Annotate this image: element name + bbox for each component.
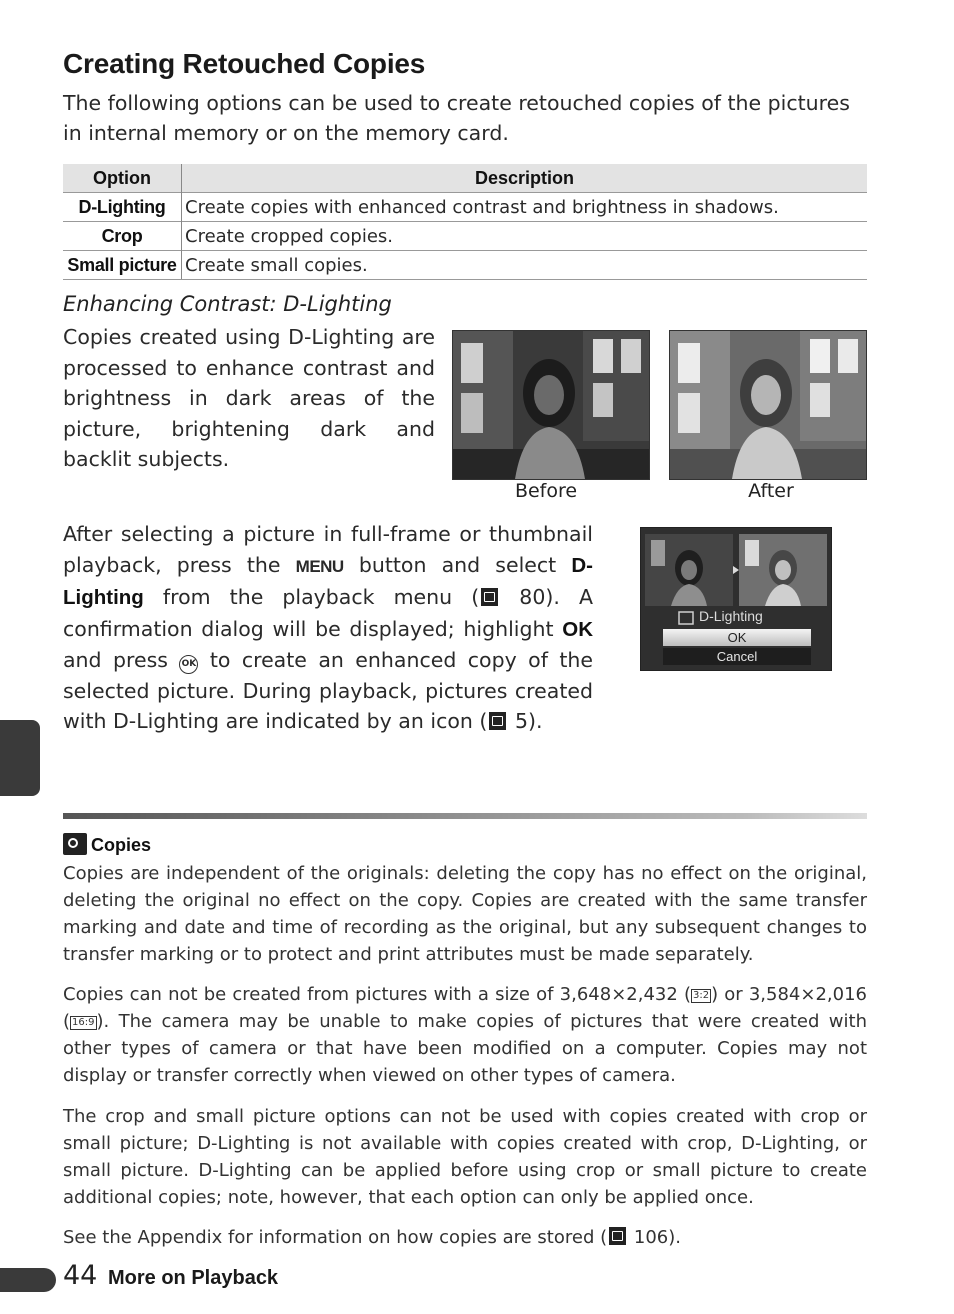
option-description: Create copies with enhanced contrast and brightness in shadows. (182, 193, 868, 222)
note-paragraph-4 (63, 1224, 867, 1251)
section-title: More on Playback (108, 1267, 279, 1289)
lcd-ok-option: OK (663, 629, 811, 646)
instr-text: After selecting a picture in full-frame or thumbnail playback, press the (63, 522, 593, 577)
table-header-row (63, 164, 867, 193)
options-table (63, 164, 867, 280)
note-heading (63, 833, 151, 856)
ok-option-label: OK (562, 617, 593, 641)
lcd-cancel-option: Cancel (663, 648, 811, 665)
page-ref: 5 (514, 709, 528, 733)
instr-text: and press (63, 648, 180, 672)
page-ref-icon (489, 712, 506, 730)
dlighting-instructions (63, 519, 593, 737)
instr-text: ). A confirmation dialog will be displayed; highlight (63, 585, 593, 641)
header-option: Option (63, 164, 182, 193)
page-ref-icon (609, 1227, 626, 1245)
option-description: Create small copies. (182, 251, 868, 280)
aspect-3-2-icon: 3:2 (693, 990, 710, 1001)
instr-text: ). (527, 709, 543, 733)
camera-lcd-screen (640, 527, 832, 671)
aspect-16-9-icon: 16:9 (72, 1017, 95, 1028)
instr-text: from the playback menu ( (143, 585, 480, 609)
chapter-tab (0, 720, 40, 796)
option-description: Create cropped copies. (182, 222, 868, 251)
option-name: Crop (63, 222, 182, 251)
option-name: D-Lighting (63, 193, 182, 222)
instr-text: button and select (343, 552, 572, 577)
page-ref-icon (481, 588, 498, 606)
dlighting-heading: Enhancing Contrast: D-Lighting (63, 292, 392, 316)
page-ref: 106 (633, 1227, 669, 1248)
after-photo (669, 330, 867, 480)
note-paragraph-1: Copies are independent of the originals: deleting the copy has no effect on the original, deleting the original no effect on the copy. Copies are created with the same transfer marking and date and time of recording as the original, but any subsequent changes to transfer marking or to protect and print attributes must be made separately. (63, 863, 867, 965)
page-title: Creating Retouched Copies (63, 48, 426, 79)
page-number: 44 (63, 1260, 98, 1291)
table-row (63, 222, 867, 251)
lcd-menu-title: D-Lighting (699, 608, 763, 624)
note-text: Copies can not be created from pictures with a size of 3,648×2,432 ( (63, 984, 691, 1005)
ok-button-icon: OK (179, 655, 198, 674)
dlighting-description: Copies created using D-Lighting are processed to enhance contrast and brightness in dark areas of the picture, brightening dark and backlit subjects. (63, 325, 435, 471)
option-name: Small picture (63, 251, 182, 280)
note-text: See the Appendix for information on how copies are stored ( (63, 1227, 608, 1248)
note-text: ) or 3,584×2,016 ( (63, 984, 867, 1032)
dlighting-menu-item: D-Lighting (63, 553, 593, 609)
instr-text: to create an enhanced copy of the selected picture. During playback, pictures created with D-Lighting are indicated by an icon ( (63, 648, 593, 733)
note-text: ). (668, 1227, 681, 1248)
note-heading-text: Copies (91, 835, 152, 855)
page-ref: 80 (519, 585, 546, 609)
table-row (63, 193, 867, 222)
note-paragraph-2 (63, 981, 867, 1089)
header-description: Description (182, 164, 868, 193)
table-row (63, 251, 867, 280)
after-caption: After (748, 480, 794, 502)
note-icon (63, 833, 87, 855)
note-divider (63, 813, 867, 819)
intro-text: The following options can be used to create retouched copies of the pictures in internal memory or on the memory card. (63, 91, 850, 145)
note-paragraph-3: The crop and small picture options can not be used with copies created with crop or small picture; D-Lighting is not available with copies created with crop, D-Lighting, or small picture. D-Lighting can be applied before using crop or small picture to create additional copies; note, however, that each option can only be applied once. (63, 1106, 867, 1208)
note-text: ). The camera may be unable to make copies of pictures that were created with other types of camera or that have been modified on a computer. Copies may not display or transfer correctly when viewed on other types of camera. (63, 1011, 867, 1086)
page-number-tab (0, 1268, 56, 1292)
menu-button-label: MENU (295, 556, 344, 576)
before-photo (452, 330, 650, 480)
before-caption: Before (514, 480, 578, 502)
